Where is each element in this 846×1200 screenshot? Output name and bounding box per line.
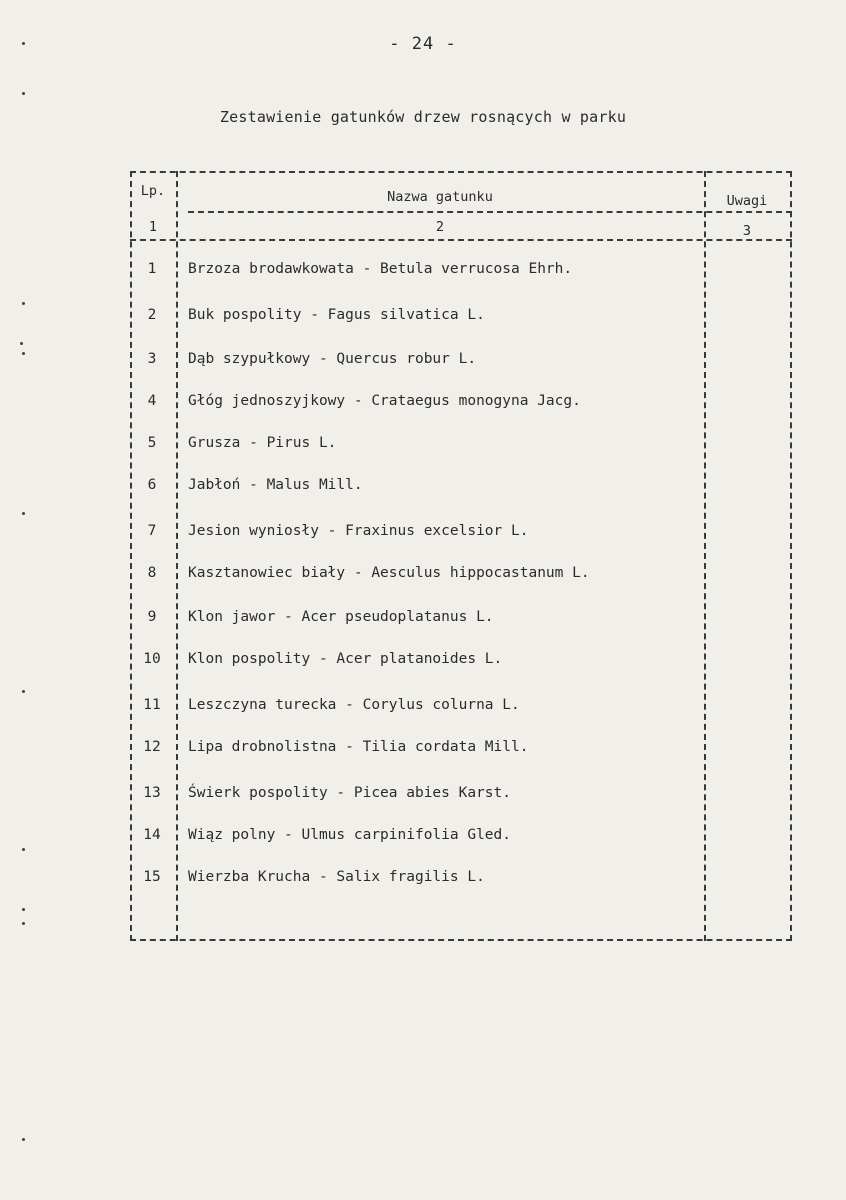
- table-row: [130, 827, 792, 867]
- table-row: [130, 261, 792, 301]
- row-number: 8: [147, 565, 157, 581]
- row-number: 10: [143, 651, 161, 667]
- row-number: 1: [147, 261, 157, 277]
- species-name: Wiąz polny - Ulmus carpinifolia Gled.: [188, 827, 512, 843]
- table-row: [130, 307, 792, 347]
- header-name: Nazwa gatunku: [387, 189, 493, 205]
- table-row: [130, 393, 792, 433]
- column-number-3: 3: [742, 223, 752, 239]
- row-number: 2: [147, 307, 157, 323]
- species-name: Grusza - Pirus L.: [188, 435, 337, 451]
- row-number: 5: [147, 435, 157, 451]
- species-name: Jesion wyniosły - Fraxinus excelsior L.: [188, 523, 529, 539]
- table-row: [130, 697, 792, 737]
- row-number: 15: [143, 869, 161, 885]
- row-number: 13: [143, 785, 161, 801]
- document-title: Zestawienie gatunków drzew rosnących w parku: [219, 108, 627, 126]
- species-name: Wierzba Krucha - Salix fragilis L.: [188, 869, 485, 885]
- page-number: - 24 -: [389, 34, 457, 54]
- table-row: [130, 651, 792, 691]
- table-row: [130, 739, 792, 779]
- species-name: Głóg jednoszyjkowy - Crataegus monogyna Jacg.: [188, 393, 581, 409]
- table-row: [130, 609, 792, 649]
- species-name: Jabłoń - Malus Mill.: [188, 477, 363, 493]
- table-row: [130, 869, 792, 909]
- row-number: 4: [147, 393, 157, 409]
- row-number: 7: [147, 523, 157, 539]
- species-name: Lipa drobnolistna - Tilia cordata Mill.: [188, 739, 529, 755]
- species-name: Dąb szypułkowy - Quercus robur L.: [188, 351, 477, 367]
- table-row: [130, 565, 792, 605]
- column-number-1: 1: [148, 219, 158, 235]
- column-number-2: 2: [435, 219, 445, 235]
- row-number: 3: [147, 351, 157, 367]
- row-number: 12: [143, 739, 161, 755]
- table-row: [130, 477, 792, 517]
- species-name: Klon pospolity - Acer platanoides L.: [188, 651, 503, 667]
- species-name: Kasztanowiec biały - Aesculus hippocastanum L.: [188, 565, 590, 581]
- table-row: [130, 435, 792, 475]
- row-number: 6: [147, 477, 157, 493]
- table-row: [130, 351, 792, 391]
- species-name: Leszczyna turecka - Corylus colurna L.: [188, 697, 520, 713]
- species-table: [130, 171, 792, 941]
- table-row: [130, 785, 792, 825]
- species-name: Klon jawor - Acer pseudoplatanus L.: [188, 609, 494, 625]
- row-number: 9: [147, 609, 157, 625]
- row-number: 14: [143, 827, 161, 843]
- species-name: Buk pospolity - Fagus silvatica L.: [188, 307, 485, 323]
- species-name: Brzoza brodawkowata - Betula verrucosa Ehrh.: [188, 261, 573, 277]
- species-name: Świerk pospolity - Picea abies Karst.: [188, 785, 512, 801]
- row-number: 11: [143, 697, 161, 713]
- table-row: [130, 523, 792, 563]
- header-lp: Lp.: [140, 183, 166, 199]
- header-notes: Uwagi: [726, 193, 768, 209]
